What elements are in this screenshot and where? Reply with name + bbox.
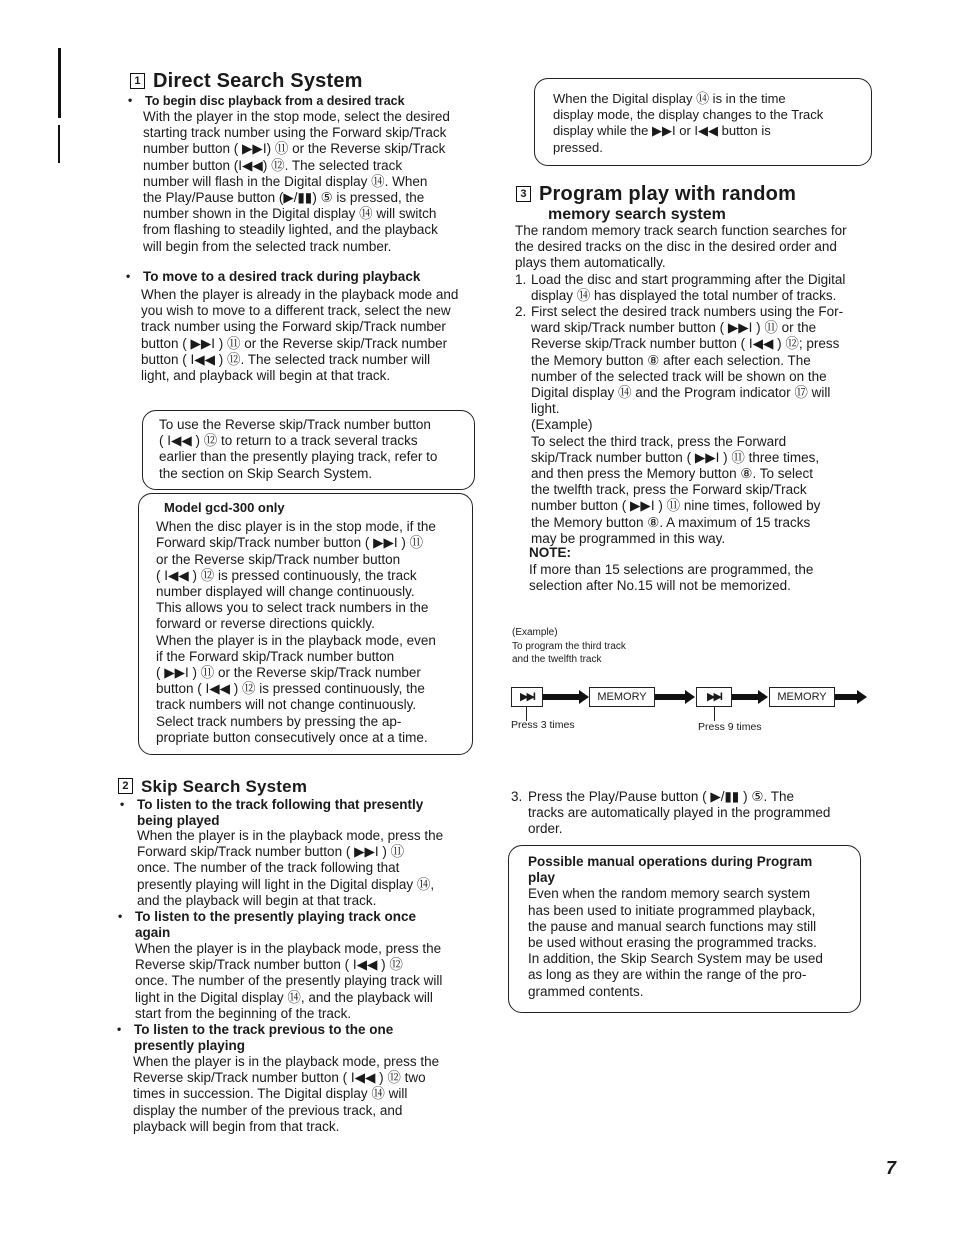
text-line: number button (I◀◀) ⑫. The selected track: [143, 157, 403, 173]
text-line: from flashing to steadily lighted, and the playback: [143, 222, 438, 238]
note-heading: NOTE:: [529, 545, 571, 560]
paragraph: [133, 1054, 473, 1135]
text-line: and then press the Memory button ⑧. To select: [531, 466, 814, 482]
section-title-text: Program play with random: [539, 183, 797, 205]
text-line: playback will begin from that track.: [133, 1118, 340, 1134]
forward-button-icon: ▶▶I: [511, 687, 543, 707]
text-line: To use the Reverse skip/Track number button: [159, 417, 431, 432]
text-line: again: [135, 925, 171, 940]
text-line: light in the Digital display ⑭, and the playback will: [135, 989, 433, 1005]
arrow-icon: [543, 694, 581, 700]
text-line: start from the beginning of the track.: [135, 1005, 352, 1021]
arrow-head-icon: [579, 690, 589, 704]
text-line: the Memory button ⑧ after each selection. The: [531, 352, 811, 368]
text-line: display mode, the display changes to the Track: [553, 107, 824, 123]
text-line: and the playback will begin at that track.: [137, 892, 377, 908]
step-text: [531, 304, 876, 547]
step-text: [528, 789, 873, 838]
text-line: To listen to the presently playing track once: [135, 909, 417, 924]
text-line: number of the selected track will be shown on the: [531, 368, 827, 384]
text-line: (Example): [512, 627, 558, 638]
arrow-icon: [835, 694, 859, 700]
text-line: To select the third track, press the Forward: [531, 433, 787, 449]
text-line: order.: [528, 821, 563, 837]
bullet-heading: [134, 1022, 393, 1054]
text-line: starting track number using the Forward skip/Track: [143, 125, 447, 141]
margin-bar: [58, 125, 60, 163]
text-line: To program the third track: [512, 640, 626, 652]
text-line: When the player is in the playback mode, even: [156, 632, 436, 648]
bullet-heading: To begin disc playback from a desired track: [145, 94, 405, 108]
text-line: and the twelfth track: [512, 654, 602, 665]
text-line: display the number of the previous track, and: [133, 1102, 403, 1118]
text-line: selection after No.15 will not be memorized.: [529, 578, 791, 594]
text-line: First select the desired track numbers using the For-: [531, 304, 844, 319]
section-direct-search: [130, 70, 363, 92]
model-text: [156, 519, 472, 746]
text-line: pressed.: [553, 139, 603, 155]
press-count-label: Press 3 times: [511, 719, 575, 731]
text-line: you wish to move to a different track, select the new: [141, 303, 451, 319]
text-line: When the disc player is in the stop mode, if the: [156, 519, 436, 535]
text-line: To listen to the track previous to the one: [134, 1022, 394, 1037]
text-line: button ( I◀◀ ) ⑫ is pressed continuously, the: [156, 681, 425, 697]
text-line: ward skip/Track number button ( ▶▶I ) ⑪ or the: [531, 320, 817, 336]
text-line: as long as they are within the range of the pro-: [528, 967, 807, 983]
box-text: [528, 886, 860, 999]
text-line: if the Forward skip/Track number button: [156, 648, 395, 664]
text-line: Even when the random memory search system: [528, 886, 811, 902]
text-line: the Memory button ⑧. A maximum of 15 tracks: [531, 514, 811, 530]
text-line: Load the disc and start programming after the Digital: [531, 272, 846, 287]
box-heading: [528, 854, 860, 886]
text-line: When the player is in the playback mode, press the: [135, 941, 442, 956]
text-line: will begin from the selected track number.: [143, 238, 392, 254]
text-line: number will flash in the Digital display ⑭. When: [143, 173, 428, 189]
text-line: be used without erasing the programmed tracks.: [528, 935, 817, 951]
text-line: ( ▶▶I ) ⑪ or the Reverse skip/Track number: [156, 665, 421, 681]
text-line: skip/Track number button ( ▶▶I ) ⑪ three times,: [531, 449, 820, 465]
paragraph: [135, 941, 475, 1022]
step-number: 1.: [515, 272, 527, 287]
section-title: [516, 183, 796, 205]
paragraph: [515, 223, 875, 272]
text-line: times in succession. The Digital display ⑭ will: [133, 1086, 408, 1102]
text-line: button ( I◀◀ ) ⑫. The selected track number will: [141, 351, 431, 367]
text-line: button ( ▶▶I ) ⑪ or the Reverse skip/Track number: [141, 335, 448, 351]
text-line: Forward skip/Track number button ( ▶▶I ) ⑪: [137, 844, 405, 860]
text-line: In addition, the Skip Search System may be used: [528, 951, 823, 967]
margin-bar: [58, 48, 61, 118]
section-number: 1: [130, 73, 145, 89]
note-text: [529, 562, 874, 594]
text-line: tracks are automatically played in the programmed: [528, 805, 831, 821]
bullet-icon: •: [120, 797, 125, 811]
section-title: [130, 70, 363, 92]
forward-button-icon: ▶▶I: [696, 687, 732, 707]
manual-ops-box: [508, 845, 861, 1013]
text-line: Digital display ⑭ and the Program indicator ⑰ will: [531, 385, 831, 401]
text-line: display while the ▶▶I or I◀◀ button is: [553, 123, 771, 139]
paragraph: [137, 828, 477, 909]
text-line: track numbers will not change continuously.: [156, 697, 417, 713]
bullet-icon: •: [118, 909, 123, 923]
arrow-icon: [732, 694, 760, 700]
text-line: (Example): [531, 417, 593, 433]
section-number: 3: [516, 186, 531, 202]
text-line: earlier than the presently playing track, refer to: [159, 449, 438, 465]
text-line: the Play/Pause button (▶/▮▮) ⑤ is pressed, the: [143, 190, 425, 206]
text-line: When the player is already in the playback mode and: [141, 287, 459, 302]
text-line: Forward skip/Track number button ( ▶▶I ) ⑪: [156, 535, 424, 551]
step-number: 2.: [515, 304, 527, 319]
section-title-text: Skip Search System: [141, 777, 308, 796]
example-caption: [512, 626, 626, 667]
text-line: plays them automatically.: [515, 255, 666, 271]
section-skip-search: [118, 776, 307, 798]
paragraph: [143, 109, 483, 255]
arrow-icon: [655, 694, 687, 700]
text-line: grammed contents.: [528, 983, 644, 999]
press-tick: [714, 707, 715, 721]
text-line: once. The number of the track following that: [137, 860, 400, 876]
text-line: The random memory track search function searches for: [515, 223, 847, 238]
text-line: light, and playback will begin at that track.: [141, 368, 391, 384]
text-line: When the player is in the playback mode, press the: [133, 1054, 440, 1069]
text-line: Reverse skip/Track number button ( I◀◀ ) ⑫ two: [133, 1070, 426, 1086]
text-line: To listen to the track following that presently: [137, 797, 424, 812]
page-number: 7: [886, 1158, 897, 1178]
text-line: track number using the Forward skip/Track number: [141, 319, 446, 335]
arrow-head-icon: [685, 690, 695, 704]
text-line: Select track numbers by pressing the ap-: [156, 713, 402, 729]
text-line: the section on Skip Search System.: [159, 465, 373, 481]
bullet-icon: •: [128, 93, 133, 107]
text-line: Press the Play/Pause button ( ▶/▮▮ ) ⑤. The: [528, 789, 794, 804]
text-line: presently playing: [134, 1038, 246, 1053]
section-title-text: Direct Search System: [153, 70, 363, 92]
text-line: propriate button consecutively once at a time.: [156, 729, 428, 745]
text-line: may be programmed in this way.: [531, 530, 726, 546]
text-line: When the Digital display ⑭ is in the time: [553, 91, 786, 106]
program-diagram: [511, 686, 871, 736]
memory-button-icon: MEMORY: [769, 687, 835, 707]
section-number: 2: [118, 778, 133, 794]
note-text: [159, 417, 474, 482]
text-line: the desired tracks on the disc in the desired order and: [515, 239, 837, 255]
text-line: once. The number of the presently playing track will: [135, 973, 443, 989]
section-program-play: [516, 183, 796, 224]
text-line: light.: [531, 401, 560, 417]
text-line: Possible manual operations during Program: [528, 854, 813, 869]
note-box: [142, 410, 475, 490]
bullet-icon: •: [117, 1022, 122, 1036]
text-line: the pause and manual search functions may still: [528, 918, 817, 934]
bullet-heading: To move to a desired track during playback: [143, 269, 421, 284]
memory-button-icon: MEMORY: [589, 687, 655, 707]
text-line: the twelfth track, press the Forward skip/Track: [531, 482, 807, 498]
step-number: 3.: [511, 789, 523, 804]
text-line: With the player in the stop mode, select the desired: [143, 109, 450, 124]
bullet-icon: •: [126, 269, 131, 283]
bullet-heading: [135, 909, 416, 941]
model-heading: Model gcd-300 only: [164, 500, 285, 515]
text-line: ( I◀◀ ) ⑫ to return to a track several tracks: [159, 433, 418, 449]
text-line: number shown in the Digital display ⑭ will switch: [143, 206, 437, 222]
top-note-box: [534, 78, 872, 166]
text-line: has been used to initiate programmed playback,: [528, 902, 816, 918]
text-line: forward or reverse directions quickly.: [156, 616, 375, 632]
arrow-head-icon: [857, 690, 867, 704]
note-text: [553, 91, 871, 156]
section-title: [118, 776, 307, 798]
model-box: [138, 493, 473, 755]
text-line: number button ( ▶▶I ) ⑪ nine times, followed by: [531, 498, 821, 514]
text-line: This allows you to select track numbers in the: [156, 600, 429, 616]
text-line: presently playing will light in the Digital display ⑭,: [137, 876, 435, 892]
arrow-head-icon: [758, 690, 768, 704]
text-line: play: [528, 870, 556, 886]
text-line: When the player is in the playback mode, press the: [137, 828, 444, 843]
text-line: or the Reverse skip/Track number button: [156, 551, 401, 567]
text-line: ( I◀◀ ) ⑫ is pressed continuously, the track: [156, 567, 417, 583]
text-line: being played: [137, 813, 220, 828]
text-line: Reverse skip/Track number button ( I◀◀ ) ⑫: [135, 957, 403, 973]
text-line: Reverse skip/Track number button ( I◀◀ ) ⑫; press: [531, 336, 840, 352]
bullet-heading: [137, 797, 423, 829]
step-text: [531, 272, 876, 304]
text-line: If more than 15 selections are programmed, the: [529, 562, 814, 577]
section-subtitle: memory search system: [548, 206, 726, 223]
paragraph: [141, 287, 486, 384]
text-line: number displayed will change continuously.: [156, 584, 415, 600]
text-line: display ⑭ has displayed the total number of tracks.: [531, 288, 837, 304]
text-line: number button ( ▶▶I) ⑪ or the Reverse skip/Track: [143, 141, 446, 157]
press-count-label: Press 9 times: [698, 721, 762, 733]
